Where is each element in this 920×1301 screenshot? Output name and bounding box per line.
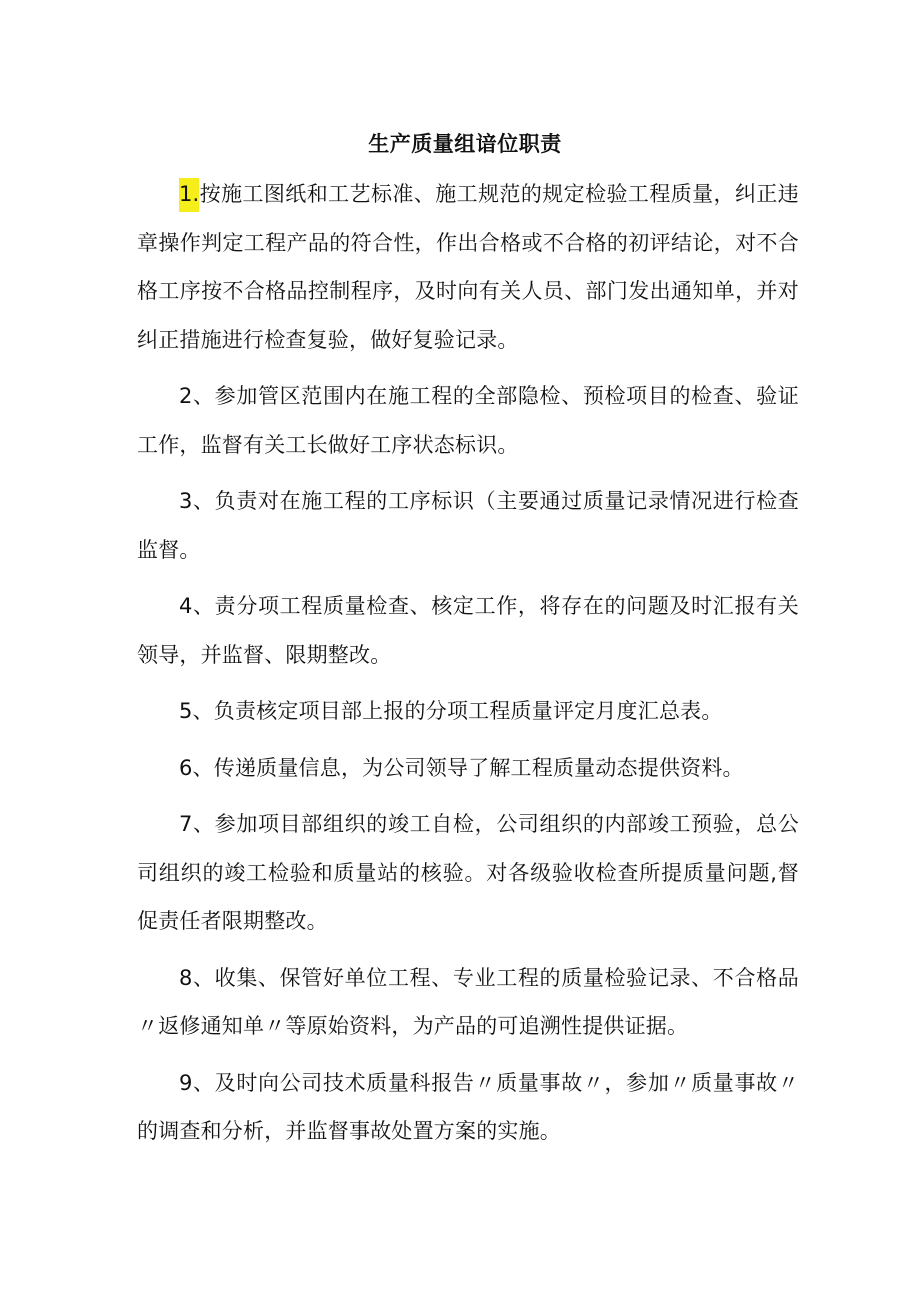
duty-item-2: 2、参加管区范围内在施工程的全部隐检、预检项目的检查、验证工作，监督有关工长做好工序状态标识。 xyxy=(137,384,799,457)
duty-item-1-text: 按施工图纸和工艺标准、施工规范的规定检验工程质量，纠正违章操作判定工程产品的符合性，作出合格或不合格的初评结论，对不合格工序按不合格品控制程序，及时向有关人员、部门发出通知单，并对纠正措施进行检查复验，做好复验记录。 xyxy=(137,182,799,352)
document-body xyxy=(137,170,799,1164)
duty-item-9: 9、及时向公司技术质量科报告〃质量事故〃，参加〃质量事故〃的调查和分析，并监督事故处置方案的实施。 xyxy=(137,1070,799,1143)
duty-item-8: 8、收集、保管好单位工程、专业工程的质量检验记录、不合格品〃返修通知单〃等原始资料，为产品的可追溯性提供证据。 xyxy=(137,965,799,1038)
duty-item-7: 7、参加项目部组织的竣工自检，公司组织的内部竣工预验，总公司组织的竣工检验和质量站的核验。对各级验收检查所提质量问题,督促责任者限期整改。 xyxy=(137,812,799,933)
duty-item-5: 5、负责核定项目部上报的分项工程质量评定月度汇总表。 xyxy=(179,699,723,723)
highlighted-item-number: 1. xyxy=(179,178,199,212)
document-title: 生产质量组谙位职责 xyxy=(368,132,562,156)
duty-item-6: 6、传递质量信息，为公司领导了解工程质量动态提供资料。 xyxy=(179,755,744,780)
duty-item-3: 3、负责对在施工程的工序标识（主要通过质量记录情况进行检查监督。 xyxy=(137,489,799,562)
duty-item-4: 4、责分项工程质量检查、核定工作，将存在的问题及时汇报有关领导，并监督、限期整改。 xyxy=(137,594,799,667)
duty-item-1 xyxy=(137,170,799,364)
